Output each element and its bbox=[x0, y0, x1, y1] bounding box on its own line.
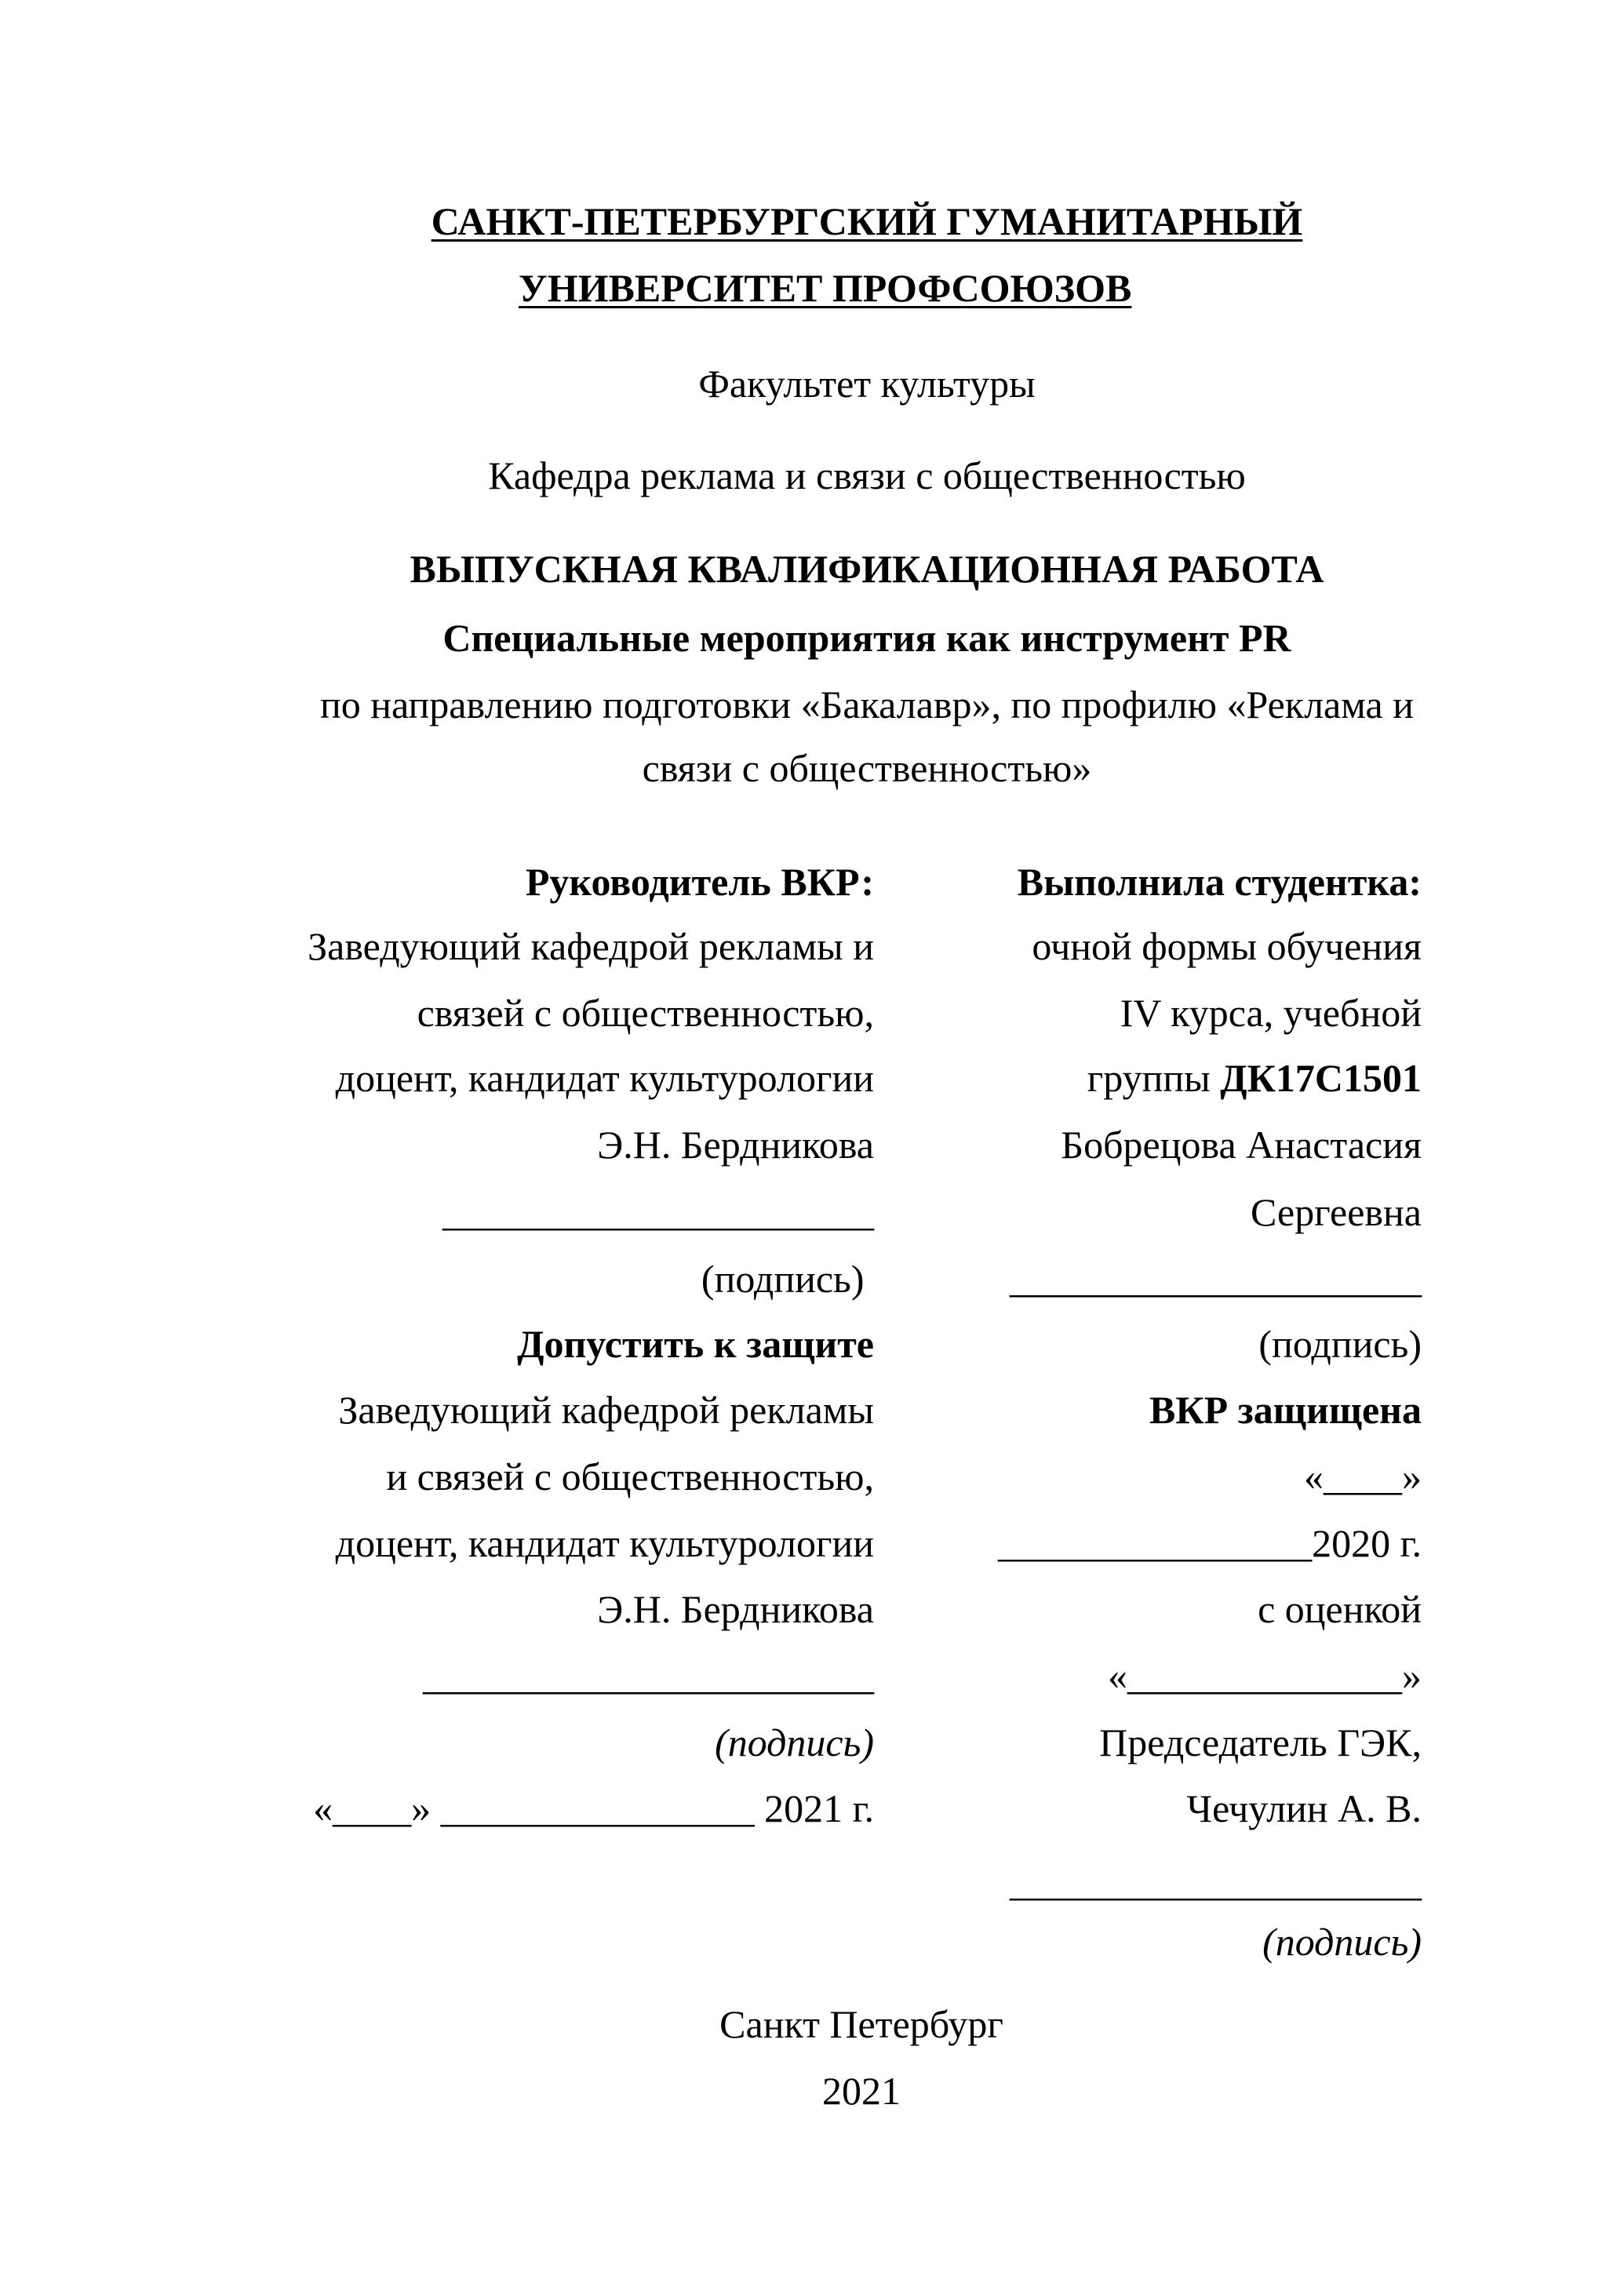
admit-date: «____» ________________ 2021 г. bbox=[313, 1786, 874, 1830]
defended-heading: ВКР защищена bbox=[1149, 1388, 1422, 1432]
direction-line2: связи с общественностью» bbox=[642, 746, 1092, 790]
work-title: Специальные мероприятия как инструмент PR bbox=[442, 616, 1291, 660]
year: 2021 bbox=[822, 2069, 901, 2113]
signature-line: ______________________ bbox=[442, 1190, 874, 1234]
defended-date: ________________2020 г. bbox=[998, 1521, 1422, 1565]
defended-day: «____» bbox=[1304, 1455, 1422, 1498]
grade-value: «______________» bbox=[1108, 1654, 1422, 1698]
department: Кафедра реклама и связи с общественностью bbox=[488, 453, 1246, 497]
signature-line: _____________________ bbox=[1010, 1860, 1422, 1904]
university-name-line2: УНИВЕРСИТЕТ ПРОФСОЮЗОВ bbox=[519, 266, 1132, 310]
supervisor-position: связей с общественностью, bbox=[417, 991, 874, 1035]
student-heading: Выполнила студентка: bbox=[1017, 860, 1422, 904]
admit-name: Э.Н. Бердникова bbox=[597, 1587, 874, 1631]
supervisor-heading: Руководитель ВКР: bbox=[525, 860, 874, 904]
student-name: Сергеевна bbox=[1251, 1190, 1422, 1234]
supervisor-name: Э.Н. Бердникова bbox=[597, 1123, 874, 1167]
student-name: Бобрецова Анастасия bbox=[1061, 1123, 1422, 1167]
supervisor-position: доцент, кандидат культурологии bbox=[335, 1056, 874, 1100]
faculty: Факультет культуры bbox=[698, 362, 1036, 406]
signature-label: (подпись) bbox=[701, 1257, 874, 1301]
grade-label: с оценкой bbox=[1258, 1587, 1422, 1631]
student-group-code: ДК17С1501 bbox=[1220, 1056, 1422, 1100]
chair-title: Председатель ГЭК, bbox=[1099, 1720, 1422, 1764]
signature-label: (подпись) bbox=[1262, 1920, 1422, 1964]
signature-label: (подпись) bbox=[715, 1720, 874, 1764]
student-group bbox=[1087, 1054, 1422, 1101]
student-course: IV курса, учебной bbox=[1120, 991, 1422, 1035]
signature-line: _____________________ bbox=[1010, 1257, 1422, 1301]
admit-position: доцент, кандидат культурологии bbox=[335, 1521, 874, 1565]
chair-name: Чечулин А. В. bbox=[1186, 1786, 1422, 1830]
city: Санкт Петербург bbox=[719, 2002, 1003, 2046]
student-group-prefix: группы bbox=[1087, 1056, 1221, 1100]
admit-position: и связей с общественностью, bbox=[386, 1455, 874, 1498]
university-name-line1: САНКТ-ПЕТЕРБУРГСКИЙ ГУМАНИТАРНЫЙ bbox=[431, 199, 1303, 243]
work-type: ВЫПУСКНАЯ КВАЛИФИКАЦИОННАЯ РАБОТА bbox=[410, 547, 1324, 591]
supervisor-position: Заведующий кафедрой рекламы и bbox=[308, 924, 874, 968]
signature-line: _______________________ bbox=[423, 1654, 874, 1698]
admit-heading: Допустить к защите bbox=[517, 1322, 874, 1366]
student-form: очной формы обучения bbox=[1032, 924, 1422, 968]
signature-label: (подпись) bbox=[1258, 1322, 1422, 1366]
admit-position: Заведующий кафедрой рекламы bbox=[338, 1388, 874, 1432]
direction-line1: по направлению подготовки «Бакалавр», по профилю «Реклама и bbox=[320, 683, 1414, 726]
